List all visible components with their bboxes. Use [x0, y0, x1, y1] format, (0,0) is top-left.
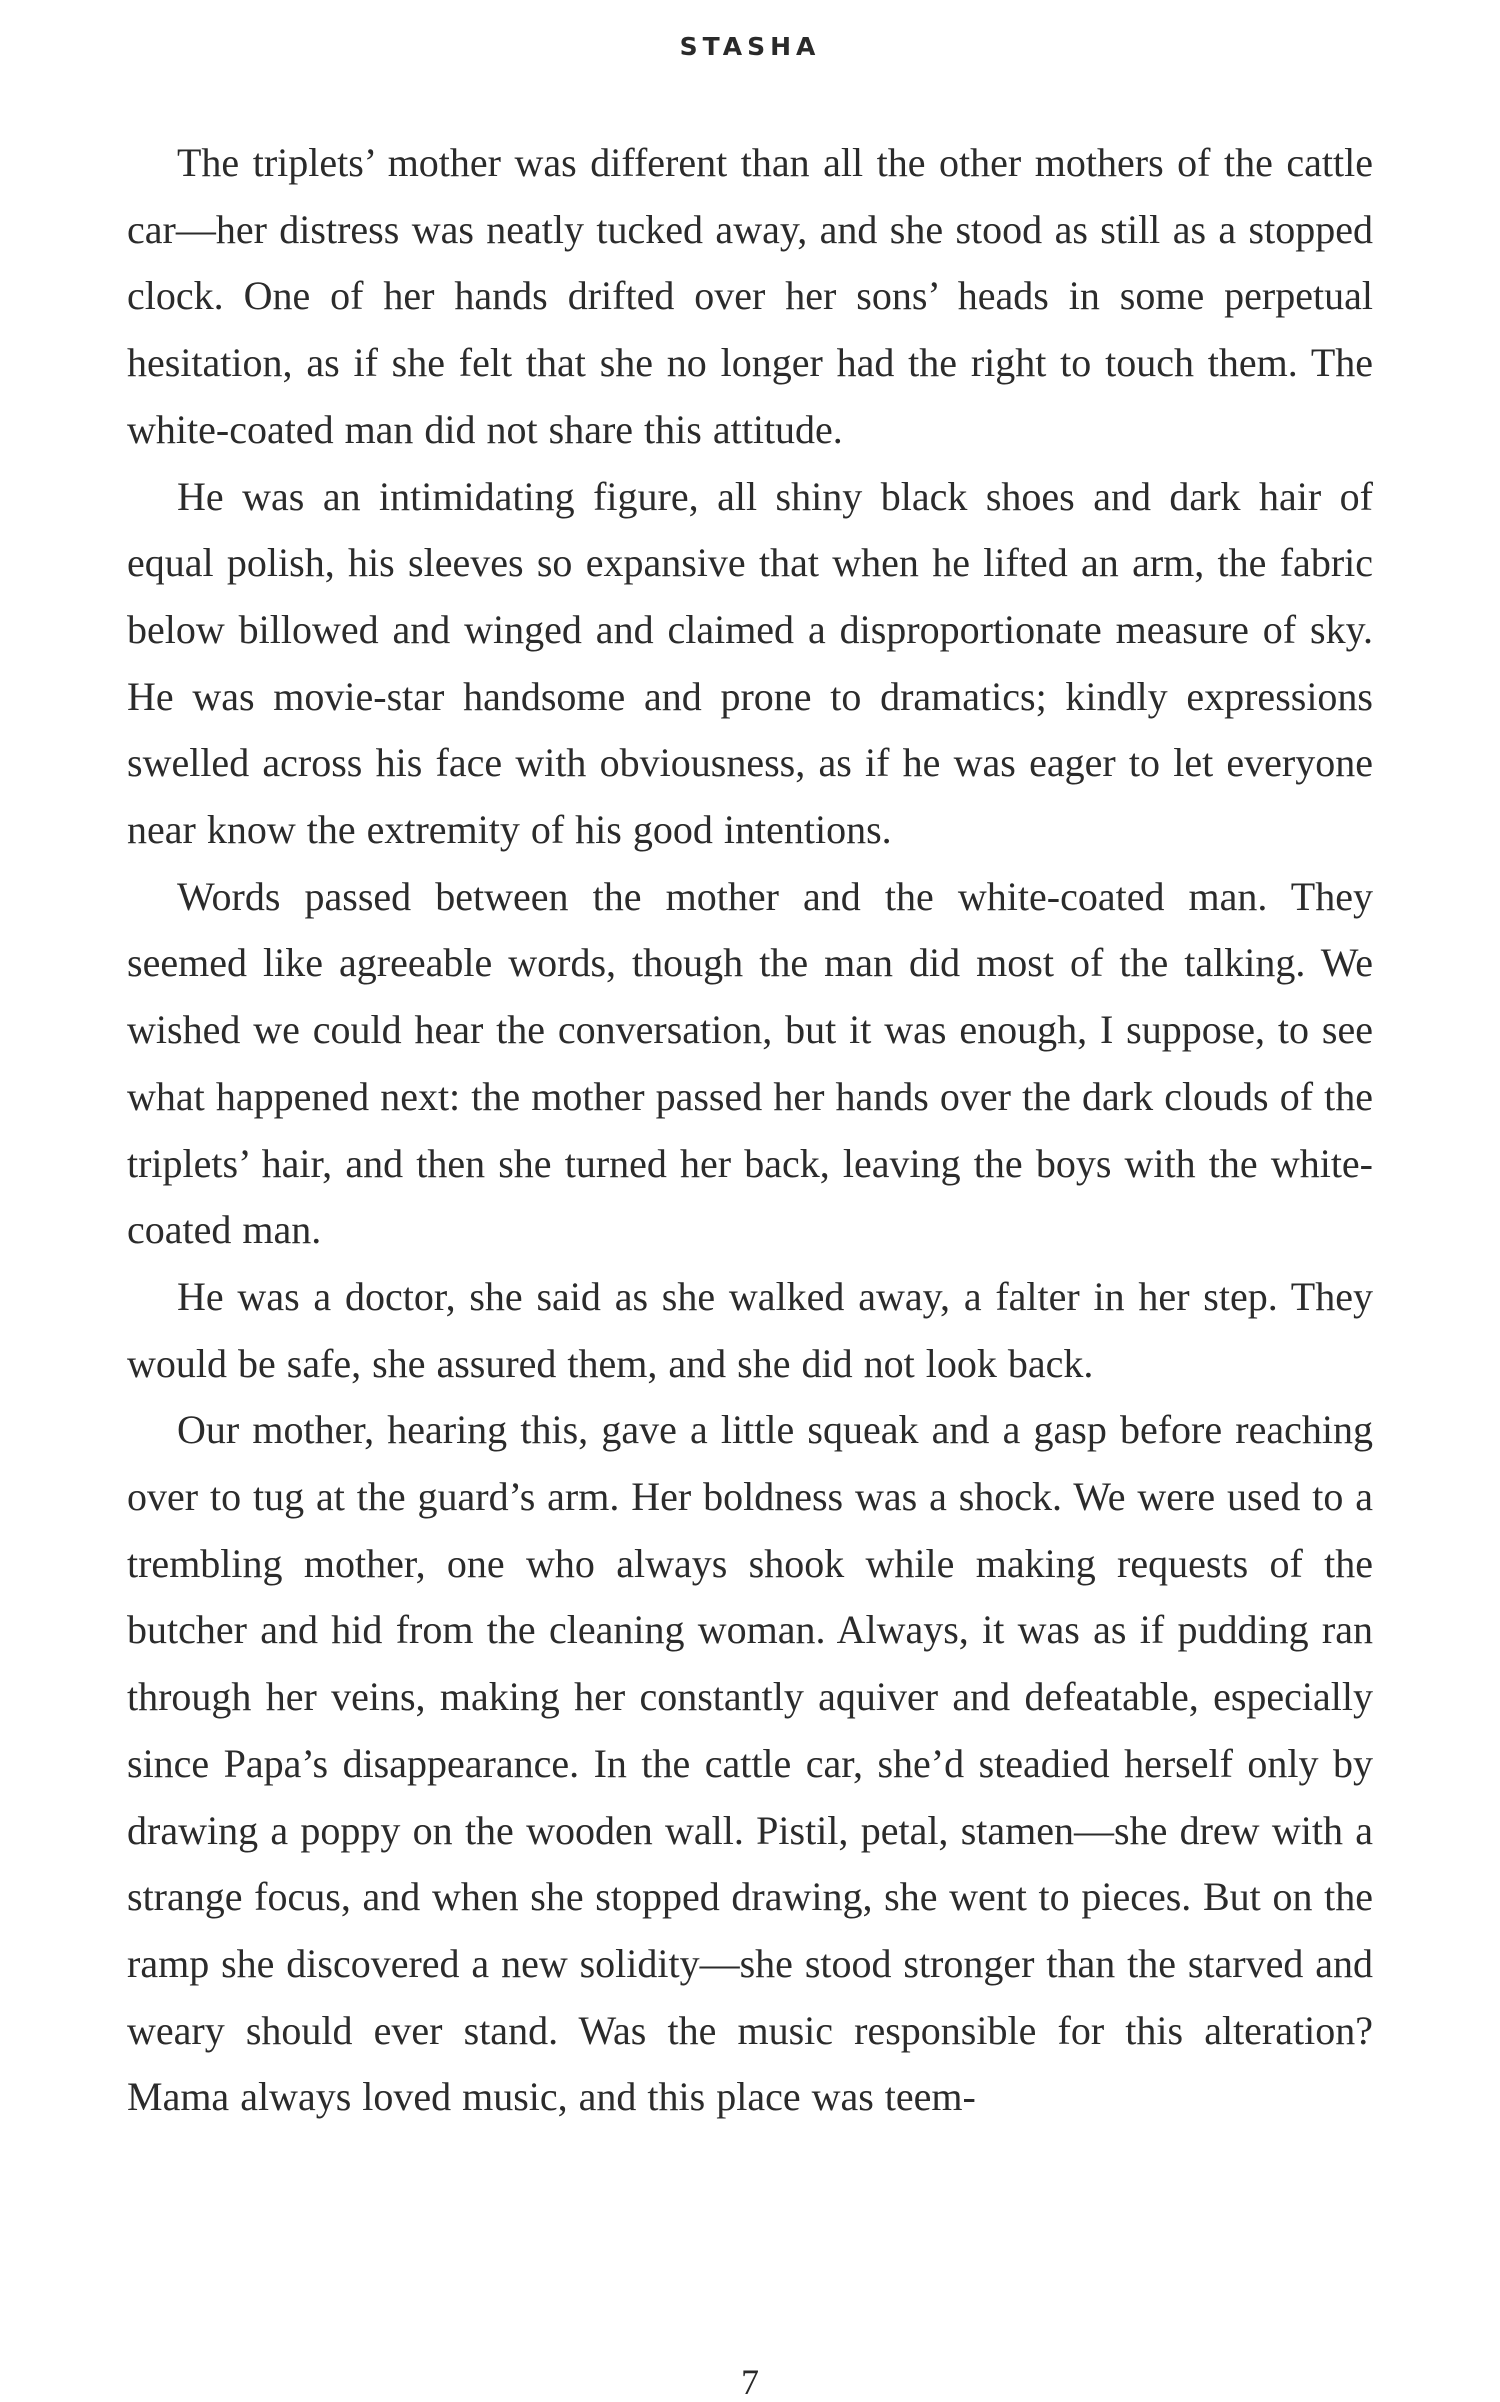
paragraph: He was an intimidating figure, all shiny black shoes and dark hair of equal polish, his sleeves so expansive that when he lifted an arm, the fabric below billowed and winged and claimed a disproportionate measure of sky. He was movie-star handsome and prone to dramatics; kindly expressions swelled across his face with obviousness, as if he was eager to let everyone near know the extremity of his good intentions. [127, 473, 1373, 853]
body-text [127, 130, 1373, 2131]
paragraph: The triplets’ mother was different than all the other mothers of the cattle car—her distress was neatly tucked away, and she stood as still as a stopped clock. One of her hands drifted over her sons’ heads in some perpetual hesitation, as if she felt that she no longer had the right to touch them. The white-coated man did not share this attitude. [127, 140, 1373, 452]
paragraph: Words passed between the mother and the white-coated man. They seemed like agreeable words, though the man did most of the talking. We wished we could hear the conversation, but it was enough, I suppose, to see what happened next: the mother passed her hands over the dark clouds of the triplets’ hair, and then she turned her back, leaving the boys with the white-coated man. [127, 873, 1373, 1253]
paragraph: He was a doctor, she said as she walked away, a falter in her step. They would be safe, she assured them, and she did not look back. [127, 1273, 1373, 1386]
page-number: 7 [741, 2362, 759, 2402]
running-head: STASHA [679, 32, 821, 61]
paragraph: Our mother, hearing this, gave a little squeak and a gasp before reaching over to tug at the guard’s arm. Her boldness was a shock. We were used to a trembling mother, one who always shook while making requests of the butcher and hid from the cleaning woman. Always, it was as if pudding ran through her veins, making her constantly aquiver and defeatable, especially since Papa’s disappearance. In the cattle car, she’d steadied herself only by drawing a poppy on the wooden wall. Pistil, petal, stamen—she drew with a strange focus, and when she stopped drawing, she went to pieces. But on the ramp she discovered a new solidity—she stood stronger than the starved and weary should ever stand. Was the music responsible for this alteration? Mama always loved music, and this place was teem- [127, 1407, 1373, 2120]
